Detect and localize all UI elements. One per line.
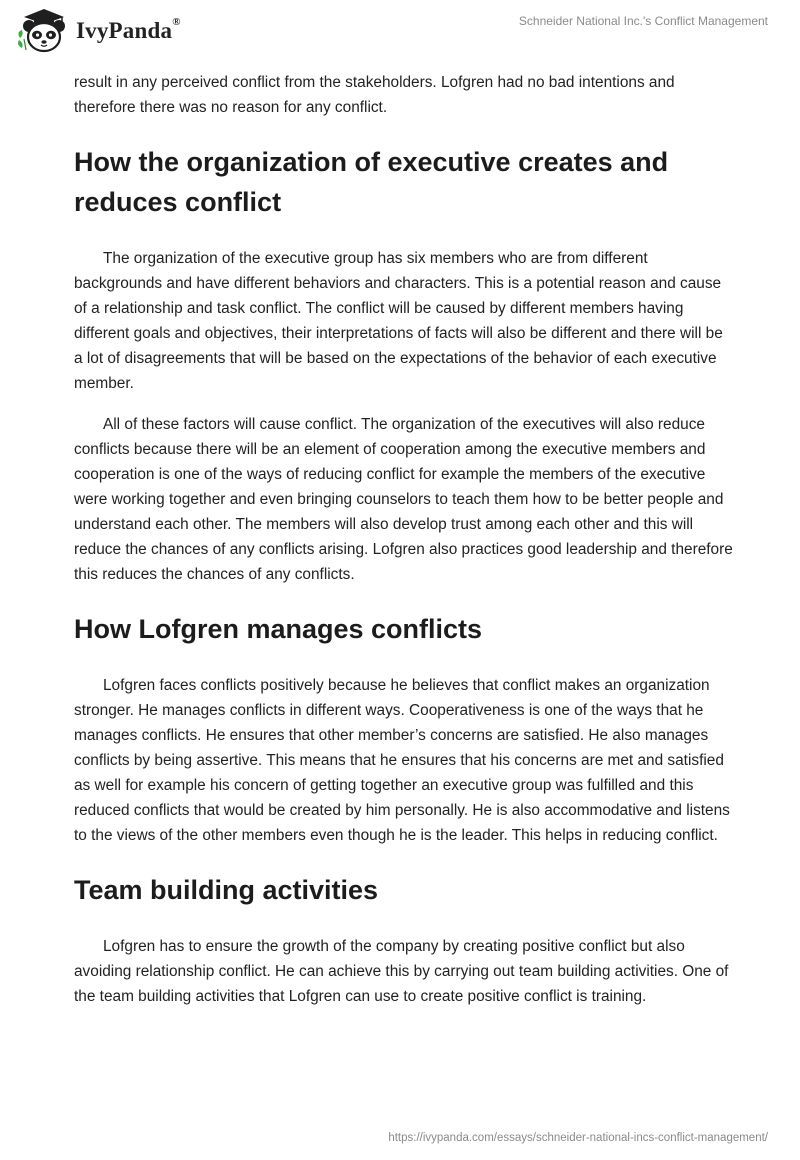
section-heading-team-building: Team building activities	[74, 875, 379, 905]
logo-wordmark	[76, 18, 181, 44]
intro-paragraph: result in any perceived conflict from the stakeholders. Lofgren had no bad intentions and therefore there was no reason for any conflict.	[74, 74, 675, 116]
source-url[interactable]: https://ivypanda.com/essays/schneider-national-incs-conflict-management/	[388, 1132, 768, 1144]
document-title: Schneider National Inc.'s Conflict Management	[518, 14, 768, 28]
section-heading-lofgren-manages-conflicts: How Lofgren manages conflicts	[74, 614, 483, 644]
paragraph: Lofgren faces conflicts positively because he believes that conflict makes an organization stronger. He manages conflicts in different ways. Cooperativeness is one of the ways that he manages conflicts. He ensures that other member’s concerns are satisfied. He also manages conflicts by being assertive. This means that he ensures that his concerns are met and satisfied as well for example his concern of getting together an executive group was fulfilled and this reduced conflicts that would be created by him personally. He is also accommodative and listens to the views of the other members even though he is the leader. This helps in reducing conflict.	[74, 677, 730, 844]
ivypanda-logo[interactable]	[14, 8, 181, 54]
page-header	[0, 0, 800, 68]
logo-name: IvyPanda	[76, 18, 173, 43]
paragraph: All of these factors will cause conflict. The organization of the executives will also reduce conflicts because there will be an element of cooperation among the executive members and cooperation is one of the ways of reducing conflict for example the members of the executive were working together and even bringing counselors to teach them how to be better people and understand each other. The members will also develop trust among each other and this will reduce the chances of any conflicts arising. Lofgren also practices good leadership and therefore this reduces the chances of any conflicts.	[74, 416, 733, 583]
article-body	[74, 70, 734, 1025]
paragraph: The organization of the executive group has six members who are from different backgrounds and have different behaviors and characters. This is a potential reason and cause of a relationship and task conflict. The conflict will be caused by different members having different goals and objectives, their interpretations of facts will also be different and there will be a lot of disagreements that will be based on the expectations of the behavior of each executive member.	[74, 250, 723, 392]
panda-mascot-icon	[14, 8, 72, 54]
section-heading-executive-organization: How the organization of executive creates and reduces conflict	[74, 147, 669, 217]
paragraph: Lofgren has to ensure the growth of the company by creating positive conflict but also avoiding relationship conflict. He can achieve this by carrying out team building activities. One of the team building activities that Lofgren can use to create positive conflict is training.	[74, 938, 729, 1005]
registered-mark: ®	[172, 16, 181, 28]
